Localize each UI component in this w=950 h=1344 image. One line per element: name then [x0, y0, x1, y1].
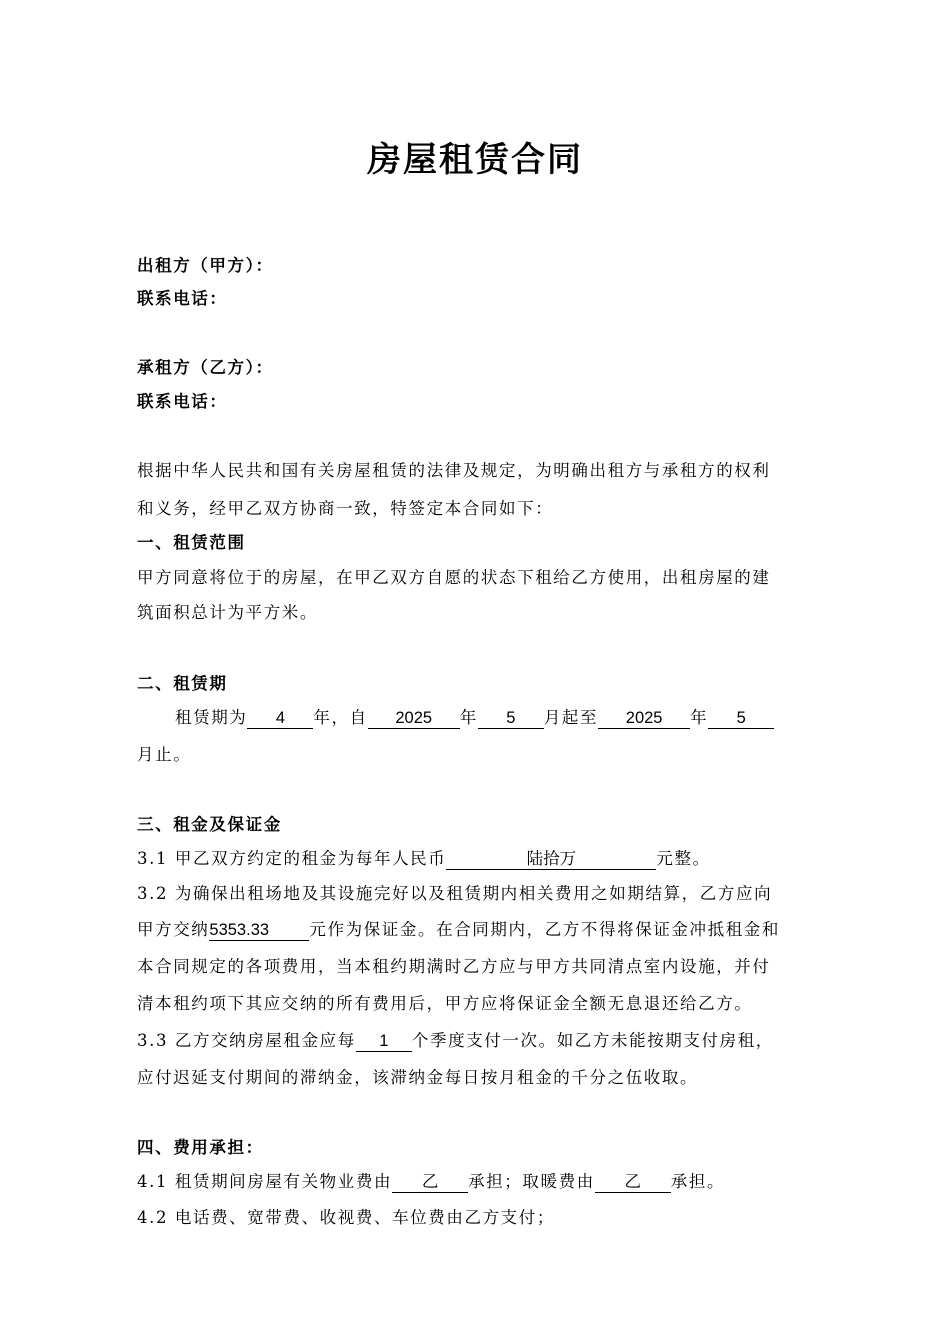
payment-clause-text: 3.3 乙方交纳房屋租金应每 — [137, 1031, 356, 1050]
document-title: 房屋租赁合同 — [367, 140, 583, 180]
deposit-amount-field: 5353.33 — [209, 920, 309, 941]
rent-clause-text: 元整。 — [656, 849, 711, 868]
payment-clause-text: 个季度支付一次。如乙方未能按期支付房租， — [411, 1031, 774, 1050]
end-year-field: 2025 — [598, 708, 690, 729]
lease-years-field: 4 — [247, 708, 313, 729]
rent-amount-field: 陆拾万 — [446, 849, 656, 870]
lessee-label: 承租方（乙方）： — [137, 358, 274, 377]
section3-heading: 三、租金及保证金 — [137, 815, 282, 834]
lessee-phone-label: 联系电话： — [137, 392, 228, 411]
fees-clause-text: 承担；取暖费由 — [468, 1172, 595, 1191]
quarters-field: 1 — [356, 1031, 412, 1052]
section4-heading: 四、费用承担： — [137, 1138, 264, 1157]
lease-term-line-2: 月止。 — [137, 745, 192, 764]
rent-clause-text: 3.1 甲乙双方约定的租金为每年人民币 — [137, 849, 447, 868]
fees-clause-text: 承担。 — [670, 1172, 726, 1191]
property-fee-payer-field: 乙 — [392, 1172, 468, 1193]
rent-clause — [137, 847, 817, 871]
deposit-clause-line-3: 本合同规定的各项费用，当本租约期满时乙方应与甲方共同清点室内设施，并付 — [137, 957, 771, 976]
section1-line-1: 甲方同意将位于的房屋，在甲乙双方自愿的状态下租给乙方使用，出租房屋的建 — [137, 568, 771, 587]
lease-term-line — [175, 706, 815, 730]
deposit-clause-text: 甲方交纳 — [137, 920, 210, 939]
section1-heading: 一、租赁范围 — [137, 533, 246, 552]
preamble-line-1: 根据中华人民共和国有关房屋租赁的法律及规定，为明确出租方与承租方的权利 — [137, 461, 771, 480]
end-month-field: 5 — [708, 708, 774, 729]
section2-heading: 二、租赁期 — [137, 674, 228, 693]
lessor-phone-label: 联系电话： — [137, 289, 228, 308]
lease-term-text: 月起至 — [543, 708, 599, 727]
start-year-field: 2025 — [368, 708, 460, 729]
deposit-clause-line-1: 3.2 为确保出租场地及其设施完好以及租赁期内相关费用之如期结算，乙方应向 — [137, 884, 773, 903]
lease-term-text: 年 — [690, 708, 709, 727]
fees-clause-line-1 — [137, 1170, 817, 1194]
fees-clause-line-2: 4.2 电话费、宽带费、收视费、车位费由乙方支付； — [137, 1208, 555, 1227]
heating-fee-payer-field: 乙 — [595, 1172, 671, 1193]
payment-clause-line-2: 应付迟延支付期间的滞纳金，该滞纳金每日按月租金的千分之伍收取。 — [137, 1068, 699, 1087]
deposit-clause-line-2 — [137, 918, 817, 942]
lease-term-text: 租赁期为 — [175, 708, 248, 727]
deposit-clause-text: 元作为保证金。在合同期内，乙方不得将保证金冲抵租金和 — [309, 920, 781, 939]
section1-line-2: 筑面积总计为平方米。 — [137, 603, 318, 622]
preamble-line-2: 和义务，经甲乙双方协商一致，特签定本合同如下： — [137, 499, 554, 518]
deposit-clause-line-4: 清本租约项下其应交纳的所有费用后，甲方应将保证金全额无息退还给乙方。 — [137, 994, 753, 1013]
lessor-label: 出租方（甲方）： — [137, 256, 274, 275]
payment-clause-line-1 — [137, 1029, 817, 1053]
start-month-field: 5 — [478, 708, 544, 729]
lease-term-text: 年 — [459, 708, 478, 727]
lease-term-text: 年，自 — [313, 708, 368, 727]
fees-clause-text: 4.1 租赁期间房屋有关物业费由 — [137, 1172, 393, 1191]
